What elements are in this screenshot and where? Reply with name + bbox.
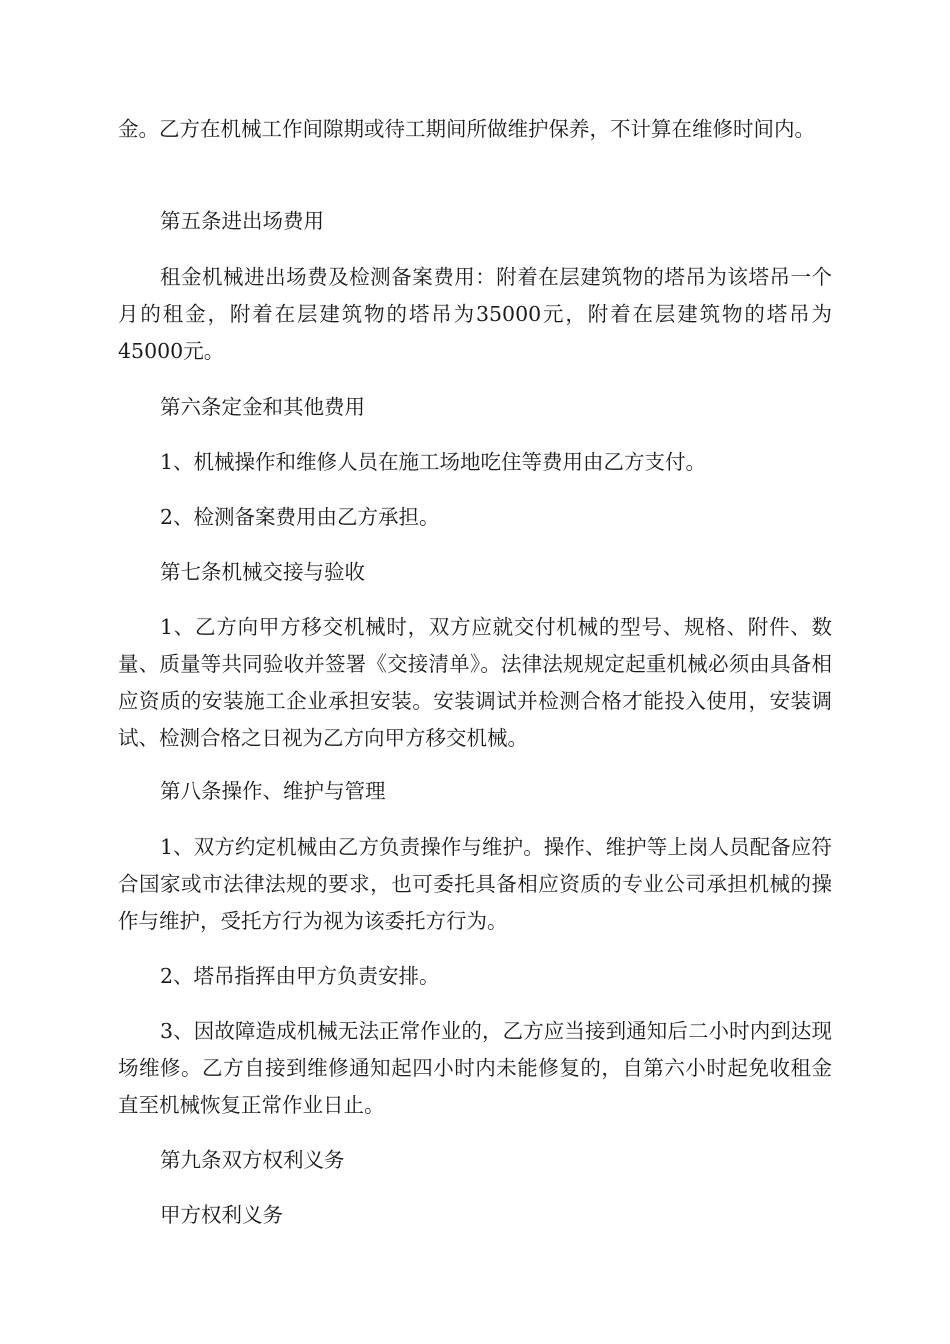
paragraph-6-2: 2、检测备案费用由乙方承担。 <box>160 505 440 529</box>
paragraph-8-2: 2、塔吊指挥由甲方负责安排。 <box>160 964 440 988</box>
heading-party-a-rights: 甲方权利义务 <box>160 1203 283 1227</box>
heading-article-8: 第八条操作、维护与管理 <box>160 779 386 803</box>
paragraph-8-1: 1、双方约定机械由乙方负责操作与维护。操作、维护等上岗人员配备应符合国家或市法律法规的要求，也可委托具备相应资质的专业公司承担机械的操作与维护，受托方行为视为该委托方行为。 <box>118 835 832 933</box>
paragraph-7-1: 1、乙方向甲方移交机械时，双方应就交付机械的型号、规格、附件、数量、质量等共同验收并签署《交接清单》。法律法规规定起重机械必须由具备相应资质的安装施工企业承担安装。安装调试并检测合格才能投入使用，安装调试、检测合格之日视为乙方向甲方移交机械。 <box>118 615 832 750</box>
heading-article-5: 第五条进出场费用 <box>160 209 324 233</box>
heading-article-6: 第六条定金和其他费用 <box>160 395 365 419</box>
heading-article-9: 第九条双方权利义务 <box>160 1148 345 1172</box>
paragraph-8-3: 3、因故障造成机械无法正常作业的，乙方应当接到通知后二小时内到达现场维修。乙方自接到维修通知起四小时内未能修复的，自第六小时起免收租金直至机械恢复正常作业日止。 <box>118 1019 832 1117</box>
paragraph-6-1: 1、机械操作和维修人员在施工场地吃住等费用由乙方支付。 <box>160 450 707 474</box>
heading-article-7: 第七条机械交接与验收 <box>160 560 365 584</box>
paragraph-maintenance-continuation: 金。乙方在机械工作间隙期或待工期间所做维护保养，不计算在维修时间内。 <box>118 117 815 141</box>
paragraph-entry-exit-fees: 租金机械进出场费及检测备案费用：附着在层建筑物的塔吊为该塔吊一个月的租金，附着在层建筑物的塔吊为35000元，附着在层建筑物的塔吊为45000元。 <box>118 265 832 363</box>
